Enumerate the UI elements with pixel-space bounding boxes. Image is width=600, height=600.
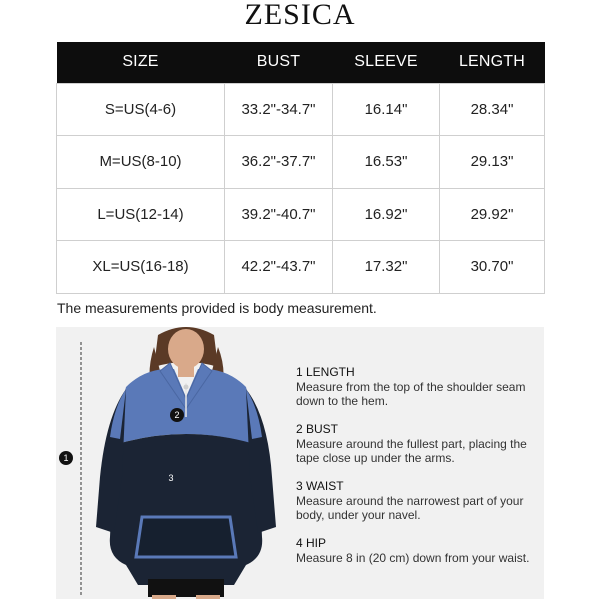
cell-size: M=US(8-10) (57, 136, 225, 189)
cell-length: 28.34" (440, 83, 545, 136)
guide-description: Measure around the fullest part, placing the tape close up under the arms. (296, 437, 527, 465)
table-row (57, 241, 545, 294)
cell-bust: 42.2"-43.7" (225, 241, 333, 294)
guide-description: Measure 8 in (20 cm) down from your waist. (296, 551, 530, 565)
size-chart-table (56, 42, 545, 294)
cell-length: 29.13" (440, 136, 545, 189)
cell-sleeve: 16.53" (333, 136, 440, 189)
guide-title: 1 LENGTH (296, 365, 355, 379)
table-header-row (57, 42, 545, 83)
header-length: LENGTH (440, 42, 545, 83)
guide-title: 2 BUST (296, 422, 339, 436)
cell-bust: 36.2"-37.7" (225, 136, 333, 189)
guide-description: Measure around the narrowest part of your body, under your navel. (296, 494, 524, 522)
guide-description: Measure from the top of the shoulder seam down to the hem. (296, 380, 526, 408)
guide-item-bust (296, 422, 541, 465)
guide-item-length (296, 365, 541, 408)
measurement-guide-panel (56, 327, 544, 599)
table-row (57, 83, 545, 136)
header-size: SIZE (57, 42, 225, 83)
cell-bust: 33.2"-34.7" (225, 83, 333, 136)
cell-size: S=US(4-6) (57, 83, 225, 136)
guide-item-waist (296, 479, 541, 522)
guide-title: 4 HIP (296, 536, 327, 550)
header-bust: BUST (225, 42, 333, 83)
table-row (57, 136, 545, 189)
cell-sleeve: 16.92" (333, 188, 440, 241)
cell-sleeve: 16.14" (333, 83, 440, 136)
marker-bust: 2 (170, 408, 184, 422)
marker-length: 1 (59, 451, 73, 465)
measurement-guide (296, 365, 541, 579)
cell-size: XL=US(16-18) (57, 241, 225, 294)
cell-sleeve: 17.32" (333, 241, 440, 294)
brand-logo: ZESICA (244, 0, 356, 31)
cell-length: 29.92" (440, 188, 545, 241)
model-illustration (86, 327, 296, 599)
cell-length: 30.70" (440, 241, 545, 294)
table-row (57, 188, 545, 241)
marker-waist: 3 (168, 473, 174, 483)
guide-title: 3 WAIST (296, 479, 344, 493)
measurement-note: The measurements provided is body measurement. (57, 300, 377, 316)
length-measure-line (80, 342, 82, 595)
cell-size: L=US(12-14) (57, 188, 225, 241)
header-sleeve: SLEEVE (333, 42, 440, 83)
cell-bust: 39.2"-40.7" (225, 188, 333, 241)
guide-item-hip (296, 536, 541, 565)
